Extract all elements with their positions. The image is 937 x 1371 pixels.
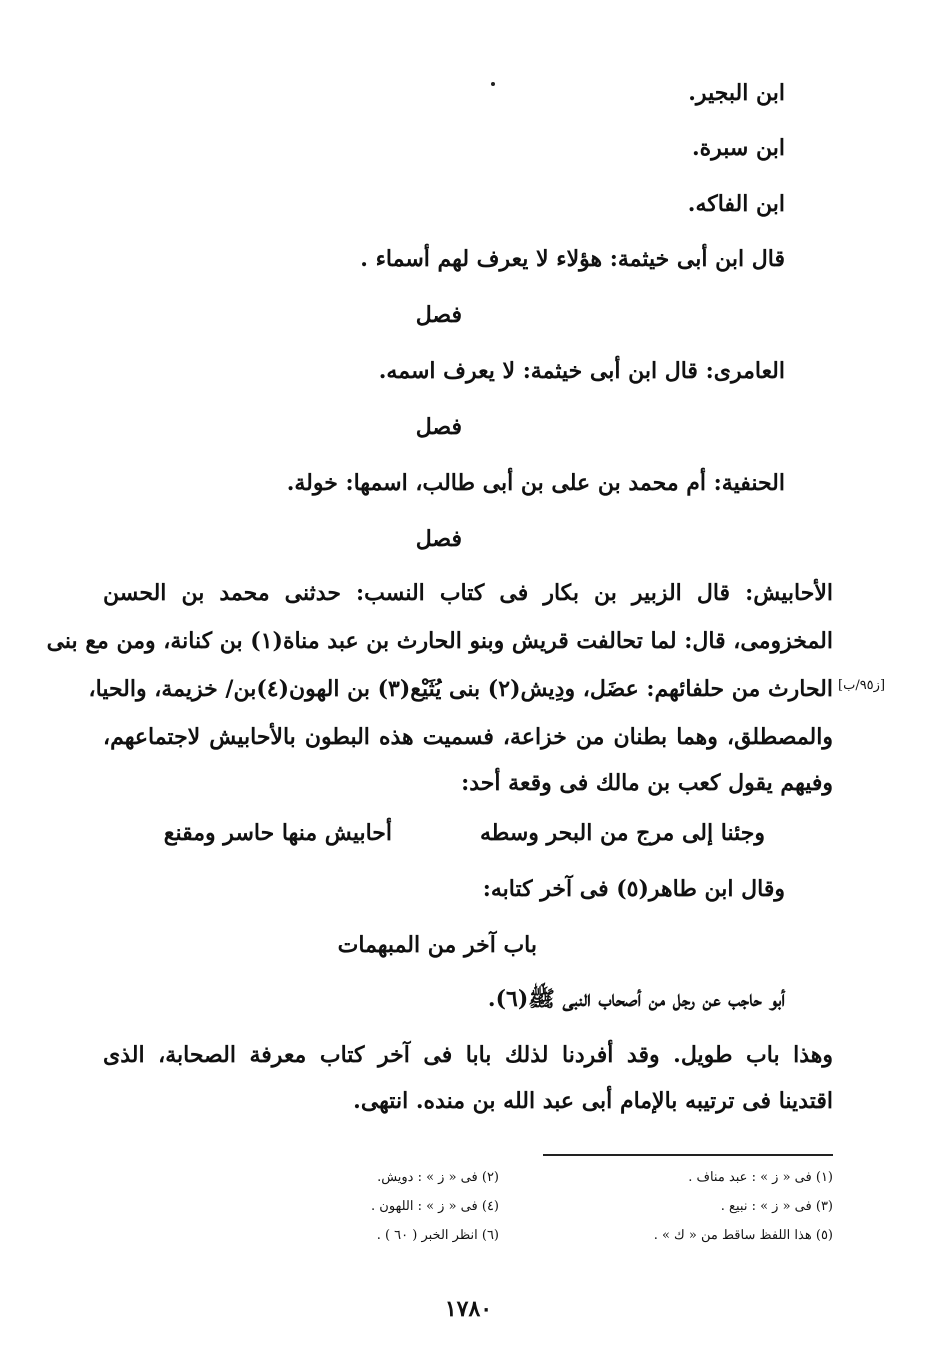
- text-line-4: قال ابن أبى خيثمة: هؤلاء لا يعرف لهم أسماء .: [360, 246, 785, 272]
- paragraph-line-5: وفيهم يقول كعب بن مالك فى وقعة أحد:: [461, 770, 833, 796]
- footnote-4: (٤) فى « ز » : اللهون .: [371, 1199, 499, 1214]
- footnote-6: (٦) انظر الخبر ( ٦٠ ) .: [376, 1228, 499, 1243]
- page-number: ١٧٨٠: [444, 1296, 493, 1322]
- footnote-rule: [543, 1154, 833, 1156]
- section-heading-1: فصل: [415, 302, 462, 328]
- text-line-2: ابن سبرة.: [691, 135, 785, 161]
- stray-dot: [491, 82, 495, 86]
- footnote-3: (٣) فى « ز » : نبيع .: [720, 1199, 833, 1214]
- paragraph-line-1: الأحابيش: قال الزبير بن بكار فى كتاب النسب: حدثنى محمد بن الحسن: [103, 580, 833, 606]
- paragraph-line-2: المخزومى، قال: لما تحالفت قريش وبنو الحارث بن عبد مناة(١) بن كنانة، ومن مع بنى: [46, 628, 833, 654]
- section-heading-3: فصل: [415, 526, 462, 552]
- text-line-6: الحنفية: أم محمد بن على بن أبى طالب، اسمها: خولة.: [286, 470, 785, 496]
- text-line-8: أبو حاجب عن رجل من أصحاب النبى ﷺ(٦).: [487, 986, 785, 1012]
- paragraph-line-3: الحارث من حلفائهم: عضَل، ودِيش(٢) بنى يُثَيْع(٣) بن الهون(٤)بن/ خزيمة، والحيا،: [88, 676, 833, 702]
- paragraph-line-6: وهذا باب طويل. وقد أفردنا لذلك بابا فى آخر كتاب معرفة الصحابة، الذى: [103, 1042, 833, 1068]
- text-line-3: ابن الفاكه.: [687, 191, 785, 217]
- footnote-5: (٥) هذا اللفظ ساقط من « ك » .: [653, 1228, 833, 1243]
- text-line-5: العامرى: قال ابن أبى خيثمة: لا يعرف اسمه.: [378, 358, 785, 384]
- verse-first-hemistich: وجئنا إلى مرج من البحر وسطه: [479, 820, 765, 846]
- section-heading-2: فصل: [415, 414, 462, 440]
- verse-second-hemistich: أحابيش منها حاسر ومقنع: [163, 820, 392, 846]
- paragraph-line-4: والمصطلق، وهما بطنان من خزاعة، فسميت هذه البطون بالأحابيش لاجتماعهم،: [103, 724, 833, 750]
- paragraph-line-7: اقتدينا فى ترتيبه بالإمام أبى عبد الله بن منده. انتهى.: [353, 1088, 833, 1114]
- margin-note: [ز٩٥/ب]: [838, 678, 886, 693]
- text-line-7: وقال ابن طاهر(٥) فى آخر كتابه:: [482, 876, 785, 902]
- section-heading-4: باب آخر من المبهمات: [337, 932, 537, 958]
- footnote-1: (١) فى « ز » : عبد مناف .: [688, 1170, 833, 1185]
- footnote-2: (٢) فى « ز » : دويش.: [377, 1170, 499, 1185]
- text-line-1: ابن البجير.: [688, 80, 785, 106]
